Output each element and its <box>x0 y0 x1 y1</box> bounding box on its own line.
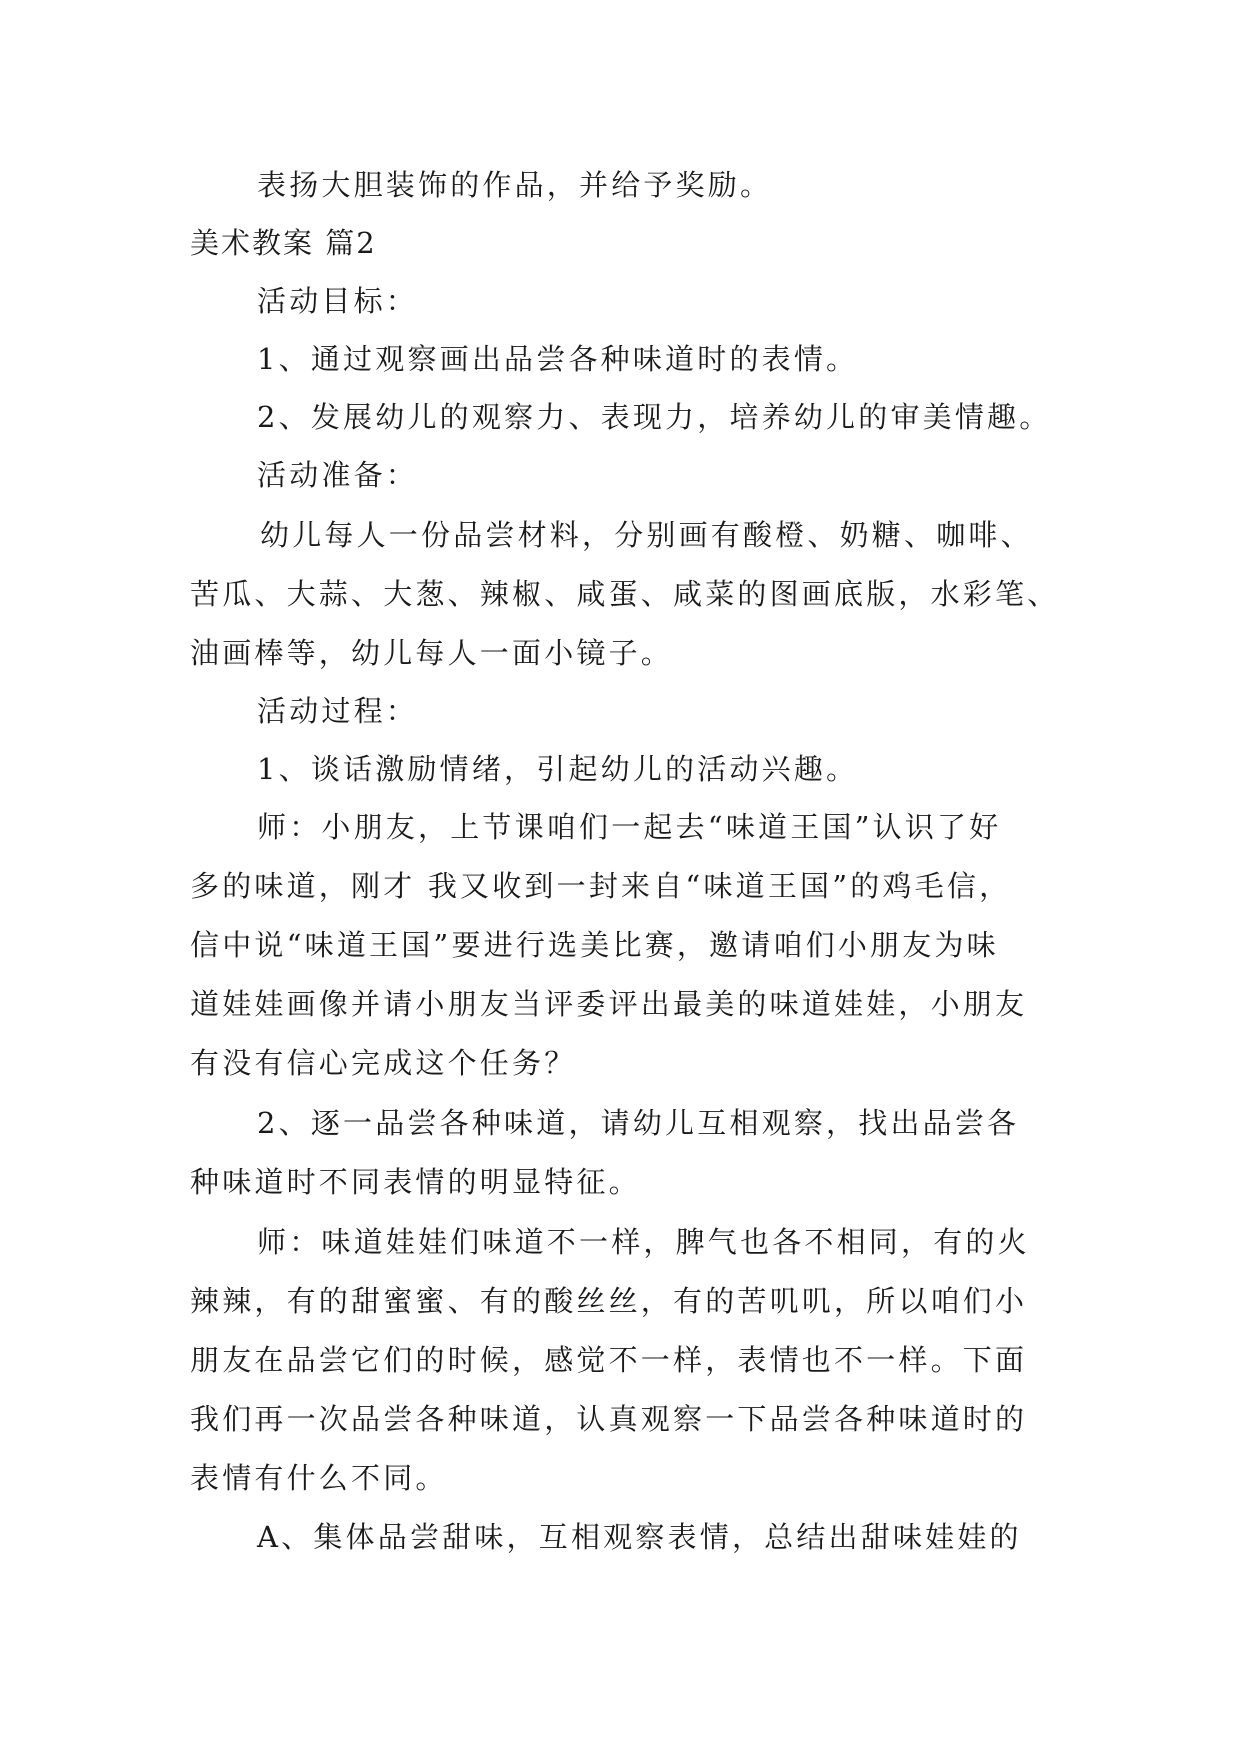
paragraph-line: 多的味道，刚才 我又收到一封来自“味道王国”的鸡毛信， <box>190 869 1012 903</box>
paragraph-line: 朋友在品尝它们的时候，感觉不一样，表情也不一样。下面 <box>190 1343 1028 1377</box>
paragraph-line: 幼儿每人一份品尝材料，分别画有酸橙、奶糖、咖啡、 <box>260 518 1033 552</box>
subheading: 活动过程： <box>257 694 419 728</box>
paragraph-line: 表情有什么不同。 <box>190 1461 448 1495</box>
list-item: A、集体品尝甜味，互相观察表情，总结出甜味娃娃的 <box>257 1520 1022 1554</box>
subheading: 活动目标： <box>257 284 419 318</box>
paragraph-line: 有没有信心完成这个任务？ <box>190 1046 577 1080</box>
subheading: 活动准备： <box>257 458 419 492</box>
paragraph-line: 种味道时不同表情的明显特征。 <box>190 1165 641 1199</box>
list-item: 1、谈话激励情绪，引起幼儿的活动兴趣。 <box>257 752 859 786</box>
paragraph-line: 信中说“味道王国”要进行选美比赛，邀请咱们小朋友为味 <box>190 928 999 962</box>
paragraph-line: 师：小朋友，上节课咱们一起去“味道王国”认识了好 <box>257 810 1002 844</box>
paragraph-line: 苦瓜、大蒜、大葱、辣椒、咸蛋、咸菜的图画底版，水彩笔、 <box>190 577 1060 611</box>
paragraph-line: 辣辣，有的甜蜜蜜、有的酸丝丝，有的苦叽叽，所以咱们小 <box>190 1284 1028 1318</box>
list-item: 2、逐一品尝各种味道，请幼儿互相观察，找出品尝各 <box>257 1106 1020 1140</box>
section-heading: 美术教案 篇2 <box>190 226 377 260</box>
list-item: 2、发展幼儿的观察力、表现力，培养幼儿的审美情趣。 <box>257 400 1052 434</box>
paragraph-line: 油画棒等，幼儿每人一面小镜子。 <box>190 636 674 670</box>
paragraph-line: 师：味道娃娃们味道不一样，脾气也各不相同，有的火 <box>257 1225 1030 1259</box>
paragraph-line: 表扬大胆装饰的作品，并给予奖励。 <box>257 168 773 202</box>
paragraph-line: 我们再一次品尝各种味道，认真观察一下品尝各种味道时的 <box>190 1402 1028 1436</box>
list-item: 1、通过观察画出品尝各种味道时的表情。 <box>257 342 859 376</box>
paragraph-line: 道娃娃画像并请小朋友当评委评出最美的味道娃娃，小朋友 <box>190 987 1028 1021</box>
